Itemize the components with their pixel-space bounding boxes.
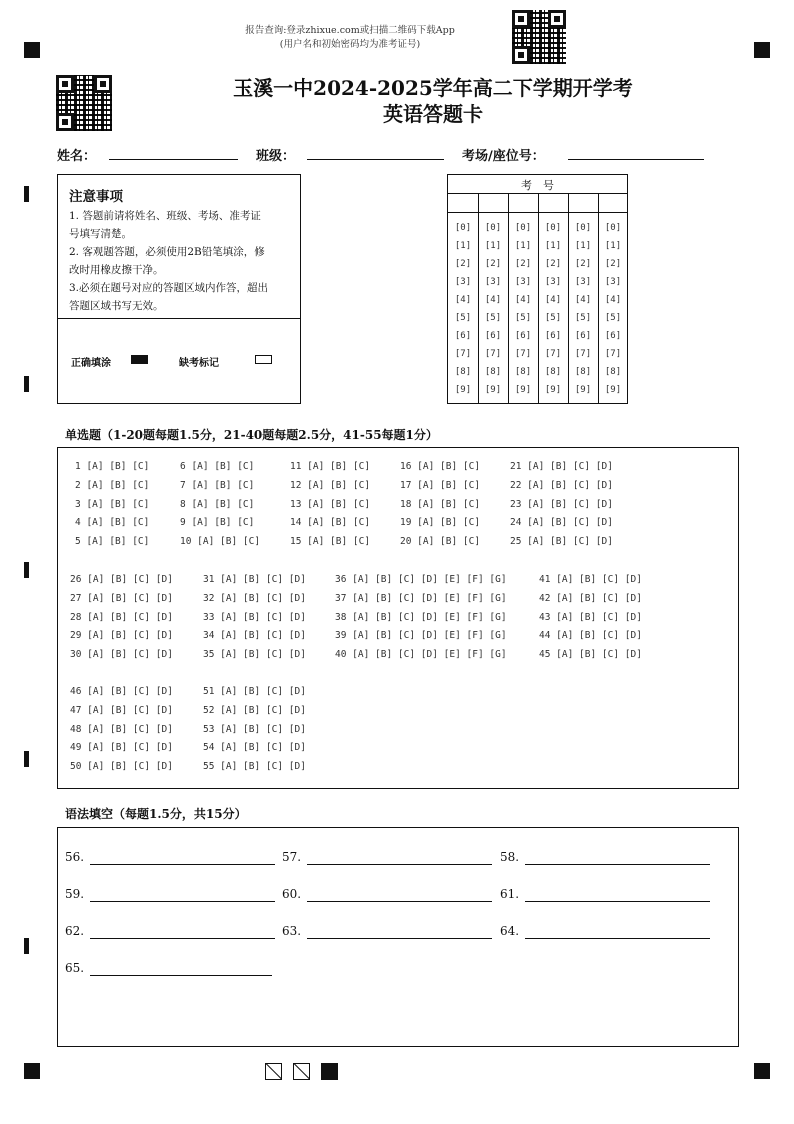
choice-question[interactable]: 55 [A] [B] [C] [D]	[203, 761, 306, 773]
grammar-question-number: 64.	[500, 924, 520, 938]
side-marker	[24, 938, 29, 954]
grammar-question-number: 63.	[282, 924, 302, 938]
choice-question[interactable]: 28 [A] [B] [C] [D]	[70, 611, 173, 623]
exam-digit-bubble[interactable]: [1]	[484, 241, 502, 251]
exam-digit-bubble[interactable]: [9]	[514, 385, 532, 395]
choice-question[interactable]: 5 [A] [B] [C]	[75, 536, 150, 548]
choice-question[interactable]: 21 [A] [B] [C] [D]	[510, 461, 613, 472]
choice-question[interactable]: 27 [A] [B] [C] [D]	[70, 592, 173, 604]
grammar-answer-line[interactable]	[525, 864, 710, 865]
choice-question[interactable]: 51 [A] [B] [C] [D]	[203, 686, 306, 697]
room-seat-field[interactable]	[568, 159, 704, 160]
choice-question[interactable]: 35 [A] [B] [C] [D]	[203, 649, 306, 661]
grammar-question-number: 58.	[500, 850, 520, 864]
notice-line: 答题区域书写无效。	[69, 300, 164, 312]
title-line-1: 玉溪一中2024-2025学年高二下学期开学考	[233, 76, 633, 100]
exam-digit-bubble[interactable]: [3]	[544, 277, 562, 287]
exam-number-header: 考 号	[521, 179, 554, 192]
exam-digit-bubble[interactable]: [5]	[574, 313, 592, 323]
qr-code-download	[512, 10, 566, 64]
exam-digit-bubble[interactable]: [7]	[484, 349, 502, 359]
choice-question[interactable]: 42 [A] [B] [C] [D]	[539, 592, 642, 604]
grammar-answer-line[interactable]	[90, 938, 275, 939]
exam-digit-bubble[interactable]: [8]	[574, 367, 592, 377]
grammar-answer-line[interactable]	[525, 938, 710, 939]
exam-digit-bubble[interactable]: [2]	[484, 259, 502, 269]
exam-digit-bubble[interactable]: [6]	[544, 331, 562, 341]
choice-question[interactable]: 30 [A] [B] [C] [D]	[70, 649, 173, 661]
notice-line: 改时用橡皮擦干净。	[69, 264, 164, 276]
exam-digit-bubble[interactable]: [7]	[544, 349, 562, 359]
exam-digit-bubble[interactable]: [6]	[604, 331, 622, 341]
choice-question[interactable]: 24 [A] [B] [C] [D]	[510, 517, 613, 529]
choice-question[interactable]: 20 [A] [B] [C]	[400, 536, 481, 548]
exam-digit-bubble[interactable]: [6]	[514, 331, 532, 341]
exam-digit-bubble[interactable]: [3]	[604, 277, 622, 287]
exam-digit-bubble[interactable]: [3]	[514, 277, 532, 287]
choice-question[interactable]: 13 [A] [B] [C]	[290, 498, 371, 510]
exam-digit-bubble[interactable]: [5]	[514, 313, 532, 323]
exam-digit-bubble[interactable]: [0]	[574, 223, 592, 233]
exam-digit-bubble[interactable]: [4]	[574, 295, 592, 305]
exam-digit-bubble[interactable]: [5]	[484, 313, 502, 323]
exam-digit-bubble[interactable]: [9]	[604, 385, 622, 395]
exam-digit-bubble[interactable]: [0]	[454, 223, 472, 233]
choice-question[interactable]: 8 [A] [B] [C]	[180, 498, 255, 510]
choice-question[interactable]: 15 [A] [B] [C]	[290, 536, 371, 548]
grammar-question-number: 60.	[282, 887, 302, 901]
exam-digit-bubble[interactable]: [1]	[454, 241, 472, 251]
choice-question[interactable]: 25 [A] [B] [C] [D]	[510, 536, 613, 548]
exam-digit-bubble[interactable]: [2]	[514, 259, 532, 269]
choice-question[interactable]: 1 [A] [B] [C]	[75, 461, 150, 472]
exam-digit-bubble[interactable]: [7]	[604, 349, 622, 359]
exam-digit-bubble[interactable]: [3]	[484, 277, 502, 287]
corner-marker-bottom-left	[24, 1063, 40, 1079]
notice-line: 3.必须在题号对应的答题区域内作答，超出	[69, 282, 269, 294]
choice-question[interactable]: 39 [A] [B] [C] [D] [E] [F] [G]	[335, 630, 507, 642]
correct-fill-label: 正确填涂	[71, 358, 111, 369]
choice-question[interactable]: 18 [A] [B] [C]	[400, 498, 481, 510]
choice-question[interactable]: 36 [A] [B] [C] [D] [E] [F] [G]	[335, 574, 507, 585]
exam-digit-bubble[interactable]: [0]	[484, 223, 502, 233]
side-marker	[24, 186, 29, 202]
report-query-line-2: (用户名和初始密码均为准考证号)	[279, 39, 421, 50]
choice-question[interactable]: 48 [A] [B] [C] [D]	[70, 723, 173, 735]
page-check-box	[293, 1063, 310, 1080]
choice-question[interactable]: 2 [A] [B] [C]	[75, 479, 150, 491]
exam-number-grid	[447, 174, 628, 404]
corner-marker-bottom-right	[754, 1063, 770, 1079]
page-check-box-filled	[321, 1063, 338, 1080]
title-line-2: 英语答题卡	[383, 102, 483, 126]
exam-digit-bubble[interactable]: [4]	[454, 295, 472, 305]
choice-question[interactable]: 50 [A] [B] [C] [D]	[70, 761, 173, 773]
exam-digit-bubble[interactable]: [6]	[574, 331, 592, 341]
choice-question[interactable]: 47 [A] [B] [C] [D]	[70, 704, 173, 716]
notice-divider	[58, 318, 300, 319]
notice-box	[57, 174, 301, 404]
notice-title: 注意事项	[69, 189, 123, 205]
grammar-section-title: 语法填空（每题1.5分，共15分）	[65, 807, 247, 821]
side-marker	[24, 751, 29, 767]
choice-question[interactable]: 37 [A] [B] [C] [D] [E] [F] [G]	[335, 592, 507, 604]
exam-digit-bubble[interactable]: [9]	[454, 385, 472, 395]
exam-digit-bubble[interactable]: [8]	[544, 367, 562, 377]
exam-digit-bubble[interactable]: [0]	[604, 223, 622, 233]
grammar-answer-line[interactable]	[307, 864, 492, 865]
choice-question[interactable]: 16 [A] [B] [C]	[400, 461, 481, 472]
exam-digit-bubble[interactable]: [1]	[604, 241, 622, 251]
exam-digit-bubble[interactable]: [9]	[544, 385, 562, 395]
grammar-answer-line[interactable]	[90, 975, 272, 976]
choice-question[interactable]: 29 [A] [B] [C] [D]	[70, 630, 173, 642]
notice-line: 2. 客观题答题，必须使用2B铅笔填涂，修	[69, 246, 265, 258]
choice-question[interactable]: 34 [A] [B] [C] [D]	[203, 630, 306, 642]
corner-marker-top-left	[24, 42, 40, 58]
choice-question[interactable]: 52 [A] [B] [C] [D]	[203, 704, 306, 716]
page-check-box	[265, 1063, 282, 1080]
name-field[interactable]	[109, 159, 238, 160]
correct-fill-sample	[131, 355, 148, 364]
exam-digit-bubble[interactable]: [3]	[574, 277, 592, 287]
exam-digit-bubble[interactable]: [5]	[544, 313, 562, 323]
name-label: 姓名：	[57, 149, 97, 164]
exam-digit-bubble[interactable]: [6]	[454, 331, 472, 341]
choice-question[interactable]: 54 [A] [B] [C] [D]	[203, 742, 306, 754]
exam-digit-bubble[interactable]: [7]	[574, 349, 592, 359]
report-query-note	[200, 24, 500, 52]
exam-digit-bubble[interactable]: [1]	[544, 241, 562, 251]
choice-question[interactable]: 49 [A] [B] [C] [D]	[70, 742, 173, 754]
exam-digit-bubble[interactable]: [8]	[514, 367, 532, 377]
choice-question[interactable]: 32 [A] [B] [C] [D]	[203, 592, 306, 604]
choice-question[interactable]: 33 [A] [B] [C] [D]	[203, 611, 306, 623]
choice-question[interactable]: 6 [A] [B] [C]	[180, 461, 255, 472]
exam-digit-bubble[interactable]: [6]	[484, 331, 502, 341]
grammar-question-number: 57.	[282, 850, 302, 864]
choice-question[interactable]: 14 [A] [B] [C]	[290, 517, 371, 529]
grammar-answer-line[interactable]	[90, 901, 275, 902]
exam-digit-bubble[interactable]: [4]	[484, 295, 502, 305]
choice-question[interactable]: 44 [A] [B] [C] [D]	[539, 630, 642, 642]
exam-digit-bubble[interactable]: [4]	[514, 295, 532, 305]
grammar-question-number: 61.	[500, 887, 520, 901]
grammar-answer-line[interactable]	[307, 938, 492, 939]
choice-question[interactable]: 53 [A] [B] [C] [D]	[203, 723, 306, 735]
exam-digit-bubble[interactable]: [5]	[604, 313, 622, 323]
choice-question[interactable]: 3 [A] [B] [C]	[75, 498, 150, 510]
choice-section-title: 单选题（1-20题每题1.5分，21-40题每题2.5分，41-55每题1分）	[65, 428, 438, 442]
class-label: 班级：	[256, 149, 296, 164]
exam-digit-bubble[interactable]: [0]	[544, 223, 562, 233]
absent-mark-box[interactable]	[255, 355, 272, 364]
choice-question[interactable]: 45 [A] [B] [C] [D]	[539, 649, 642, 661]
class-field[interactable]	[307, 159, 444, 160]
choice-question[interactable]: 10 [A] [B] [C]	[180, 536, 261, 548]
exam-digit-bubble[interactable]: [3]	[454, 277, 472, 287]
corner-marker-top-right	[754, 42, 770, 58]
choice-question[interactable]: 7 [A] [B] [C]	[180, 479, 255, 491]
grammar-answer-line[interactable]	[307, 901, 492, 902]
exam-digit-bubble[interactable]: [0]	[514, 223, 532, 233]
side-marker	[24, 562, 29, 578]
exam-digit-bubble[interactable]: [1]	[514, 241, 532, 251]
choice-question[interactable]: 31 [A] [B] [C] [D]	[203, 574, 306, 585]
side-marker	[24, 376, 29, 392]
exam-digit-bubble[interactable]: [9]	[574, 385, 592, 395]
choice-question[interactable]: 17 [A] [B] [C]	[400, 479, 481, 491]
exam-digit-bubble[interactable]: [4]	[604, 295, 622, 305]
grammar-question-number: 59.	[65, 887, 85, 901]
choice-question[interactable]: 4 [A] [B] [C]	[75, 517, 150, 529]
notice-line: 号填写清楚。	[69, 228, 132, 240]
choice-question[interactable]: 23 [A] [B] [C] [D]	[510, 498, 613, 510]
notice-text	[69, 207, 294, 315]
notice-line: 1. 答题前请将姓名、班级、考场、准考证	[69, 210, 261, 222]
grammar-question-number: 65.	[65, 961, 85, 975]
choice-question[interactable]: 46 [A] [B] [C] [D]	[70, 686, 173, 697]
qr-code-student	[56, 75, 112, 131]
grammar-answer-line[interactable]	[525, 901, 710, 902]
report-query-line-1: 报告查询:登录zhixue.com或扫描二维码下载App	[245, 25, 455, 36]
exam-digit-bubble[interactable]: [2]	[544, 259, 562, 269]
exam-digit-bubble[interactable]: [8]	[604, 367, 622, 377]
exam-digit-bubble[interactable]: [5]	[454, 313, 472, 323]
choice-question[interactable]: 11 [A] [B] [C]	[290, 461, 371, 472]
choice-question[interactable]: 43 [A] [B] [C] [D]	[539, 611, 642, 623]
choice-question[interactable]: 41 [A] [B] [C] [D]	[539, 574, 642, 585]
choice-question[interactable]: 19 [A] [B] [C]	[400, 517, 481, 529]
choice-question[interactable]: 9 [A] [B] [C]	[180, 517, 255, 529]
choice-question[interactable]: 40 [A] [B] [C] [D] [E] [F] [G]	[335, 649, 507, 661]
exam-digit-bubble[interactable]: [8]	[454, 367, 472, 377]
choice-answer-box	[57, 447, 739, 789]
exam-digit-bubble[interactable]: [2]	[454, 259, 472, 269]
exam-digit-bubble[interactable]: [7]	[514, 349, 532, 359]
grammar-answer-line[interactable]	[90, 864, 275, 865]
grammar-question-number: 56.	[65, 850, 85, 864]
choice-question[interactable]: 22 [A] [B] [C] [D]	[510, 479, 613, 491]
exam-digit-bubble[interactable]: [9]	[484, 385, 502, 395]
choice-question[interactable]: 12 [A] [B] [C]	[290, 479, 371, 491]
grammar-answer-box	[57, 827, 739, 1047]
choice-question[interactable]: 38 [A] [B] [C] [D] [E] [F] [G]	[335, 611, 507, 623]
exam-digit-bubble[interactable]: [2]	[604, 259, 622, 269]
grammar-question-number: 62.	[65, 924, 85, 938]
exam-digit-bubble[interactable]: [7]	[454, 349, 472, 359]
exam-digit-bubble[interactable]: [8]	[484, 367, 502, 377]
choice-question[interactable]: 26 [A] [B] [C] [D]	[70, 574, 173, 585]
page-title	[200, 75, 666, 127]
absent-mark-label: 缺考标记	[179, 358, 219, 369]
exam-digit-bubble[interactable]: [2]	[574, 259, 592, 269]
room-seat-label: 考场/座位号：	[462, 149, 545, 164]
exam-digit-bubble[interactable]: [1]	[574, 241, 592, 251]
exam-digit-bubble[interactable]: [4]	[544, 295, 562, 305]
